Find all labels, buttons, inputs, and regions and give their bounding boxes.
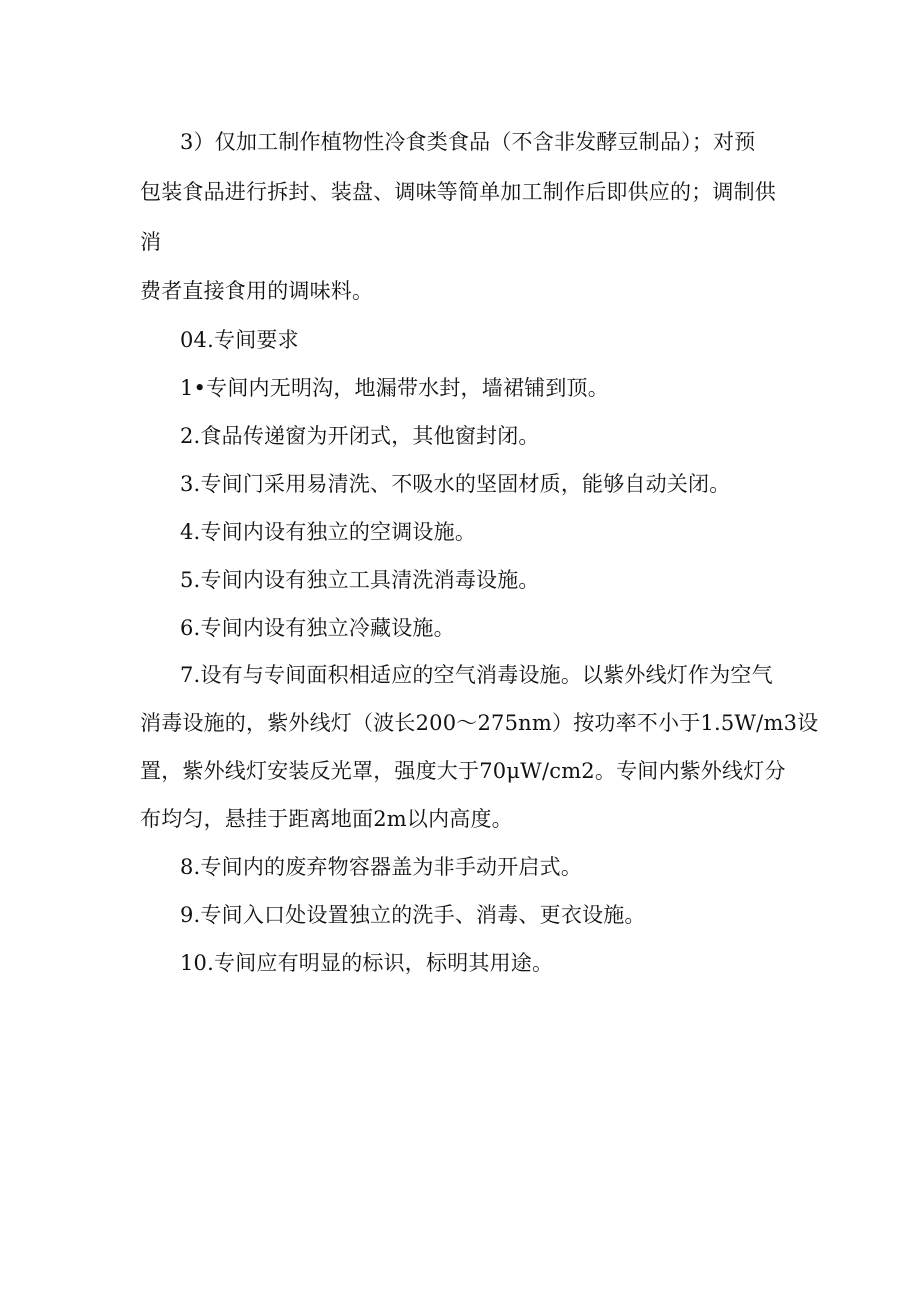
requirement-item-7-line-2: 消毒设施的，紫外线灯（波长200～275nm）按功率不小于1.5W/m3设 [140,711,819,735]
requirement-item-6: 6.专间内设有独立冷藏设施。 [180,616,455,640]
requirement-item-8: 8.专间内的废弃物容器盖为非手动开启式。 [180,855,583,879]
paragraph-3-line-4: 费者直接食用的调味料。 [140,279,374,303]
requirement-item-1: 1•专间内无明沟，地漏带水封，墙裙铺到顶。 [180,376,609,400]
paragraph-3-line-3: 消 [140,230,162,254]
requirement-item-7-line-3: 置，紫外线灯安装反光罩，强度大于70μW/cm2。专间内紫外线灯分 [140,759,786,783]
section-heading: 04.专间要求 [180,328,299,352]
requirement-item-10: 10.专间应有明显的标识，标明其用途。 [180,951,554,975]
requirement-item-2: 2.食品传递窗为开闭式，其他窗封闭。 [180,424,540,448]
requirement-item-5: 5.专间内设有独立工具清洗消毒设施。 [180,568,540,592]
requirement-item-9: 9.专间入口处设置独立的洗手、消毒、更衣设施。 [180,903,646,927]
requirement-item-7-line-4: 布均匀，悬挂于距离地面2m以内高度。 [140,807,513,831]
requirement-item-4: 4.专间内设有独立的空调设施。 [180,520,477,544]
paragraph-3-line-1: 3）仅加工制作植物性冷食类食品（不含非发酵豆制品）；对预 [180,130,756,154]
requirement-item-3: 3.专间门采用易清洗、不吸水的坚固材质，能够自动关闭。 [180,472,731,496]
requirement-item-7-line-1: 7.设有与专间面积相适应的空气消毒设施。以紫外线灯作为空气 [180,663,773,687]
paragraph-3-line-2: 包装食品进行拆封、装盘、调味等简单加工制作后即供应的；调制供 [140,180,776,204]
